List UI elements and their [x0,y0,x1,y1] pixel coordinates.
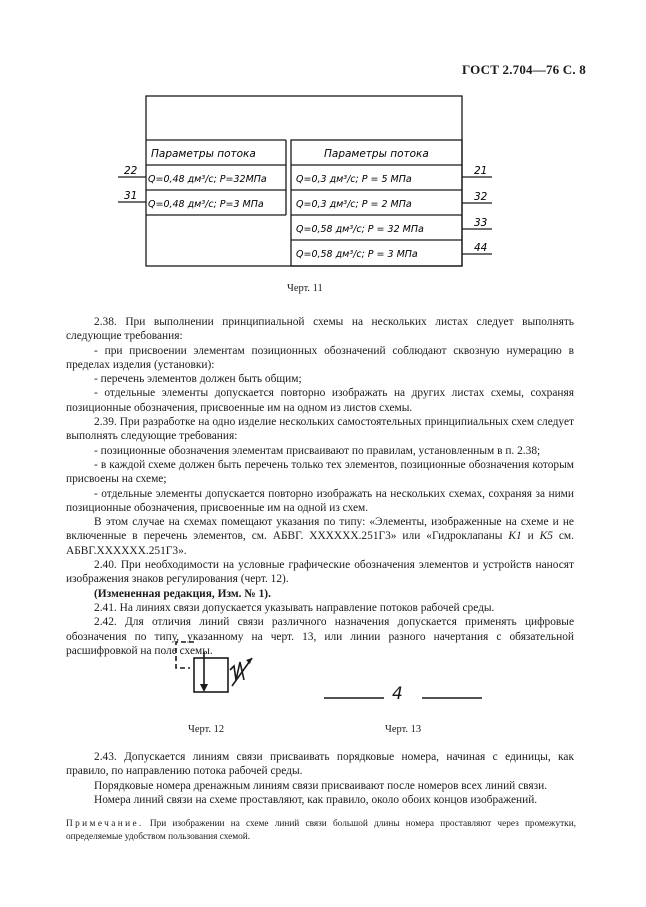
left-table-title: Параметры потока [151,148,256,160]
left-table-row-1: Q=0,48 дм³/с; P=32МПа [148,174,267,185]
note [66,818,576,844]
left-table-row-2: Q=0,48 дм³/с; P=3 МПа [148,199,264,210]
figure-12-symbol [160,636,260,706]
para-2-38-item-2: - перечень элементов должен быть общим; [94,373,302,386]
line-label-44: 44 [474,242,488,254]
note-label: Примечание. [66,819,144,829]
figure-13-line [318,686,488,710]
right-table-row-4: Q=0,58 дм³/с; P = 3 МПа [296,249,418,260]
note-text: При изображении на схеме линий связи большой длины номера проставляют через промежутки, определяемые удобством пользования схемой. [66,819,576,842]
body-text-lower [66,750,574,807]
ref-k1: K1 [508,530,522,543]
line-label-22: 22 [124,165,138,177]
page-header: ГОСТ 2.704—76 С. 8 [461,62,586,77]
para-2-39: 2.39. При разработке на одно изделие нескольких самостоятельных принципиальных схем следует выполнять следующие требования: [66,416,574,443]
line-label-33: 33 [474,217,488,229]
para-2-43-numbers: Номера линий связи на схеме проставляют, как правило, около обоих концов изображений. [94,793,538,806]
change-note: (Измененная редакция, Изм. № 1). [94,587,271,600]
para-2-41: 2.41. На линиях связи допускается указывать направление потоков рабочей среды. [94,601,495,614]
para-2-43-drain: Порядковые номера дренажным линиям связи присваивают после номеров всех линий связи. [94,779,548,792]
figure-11-diagram [0,0,646,300]
para-2-39-item-2: - в каждой схеме должен быть перечень только тех элементов, позиционные обозначения которым присвоены на схеме; [66,458,574,486]
right-table-title: Параметры потока [324,148,429,160]
line-label-21: 21 [474,165,488,177]
para-2-39-note-a: В этом случае на схемах помещают указания по типу: «Элементы, изображенные на схеме и не включенные в перечень элементов, см. АБВГ. XXXXXX.251Г3» или «Гидроклапаны [66,516,574,543]
para-2-40: 2.40. При необходимости на условные графические обозначения элементов и устройств наносят изображения знаков регулирования (черт. 12). [66,559,574,586]
para-2-43: 2.43. Допускается линиям связи присваивать порядковые номера, начиная с единицы, как правило, по направлению потока рабочей среды. [66,751,574,778]
figure-13-caption: Черт. 13 [385,724,422,735]
body-text [66,315,574,658]
ref-k5: K5 [539,530,553,543]
para-2-38: 2.38. При выполнении принципиальной схемы на нескольких листах следует выполнять следующие требования: [66,316,574,343]
para-2-42: 2.42. Для отличия линий связи различного назначения допускается применять цифровые обозначения по типу, указанному на черт. 13, или линии разного начертания с обязательной расшифровкой на поле схемы. [66,616,574,657]
right-table-row-2: Q=0,3 дм³/с; P = 2 МПа [296,199,412,210]
para-2-39-note [66,515,574,558]
figure-12-caption: Черт. 12 [188,724,225,735]
para-2-39-note-c: и [521,530,540,543]
right-table-row-1: Q=0,3 дм³/с; P = 5 МПа [296,174,412,185]
para-2-39-note-e: см. АБВГ.XXXXXX.251Г3». [66,530,574,557]
para-2-38-item-3: - отдельные элементы допускается повторно изображать на других листах схемы, сохраняя позиционные обозначения, присвоенные им на одном из листов схемы. [66,387,574,414]
figure-11-caption: Черт. 11 [287,283,323,294]
line-label-31: 31 [124,190,138,202]
figure-13-number: 4 [392,684,403,704]
line-label-32: 32 [474,191,488,203]
right-table-row-3: Q=0,58 дм³/с; P = 32 МПа [296,224,424,235]
para-2-39-item-3: - отдельные элементы допускается повторно изображать на нескольких схемах, сохраняя за ними позиционные обозначения, присвоенные им на одной из схем. [66,487,574,514]
para-2-38-item-1: - при присвоении элементам позиционных обозначений соблюдают сквозную нумерацию в пределах изделия (установки): [66,344,574,371]
para-2-39-item-1: - позиционные обозначения элементам присваивают по правилам, установленным в п. 2.38; [94,444,541,457]
